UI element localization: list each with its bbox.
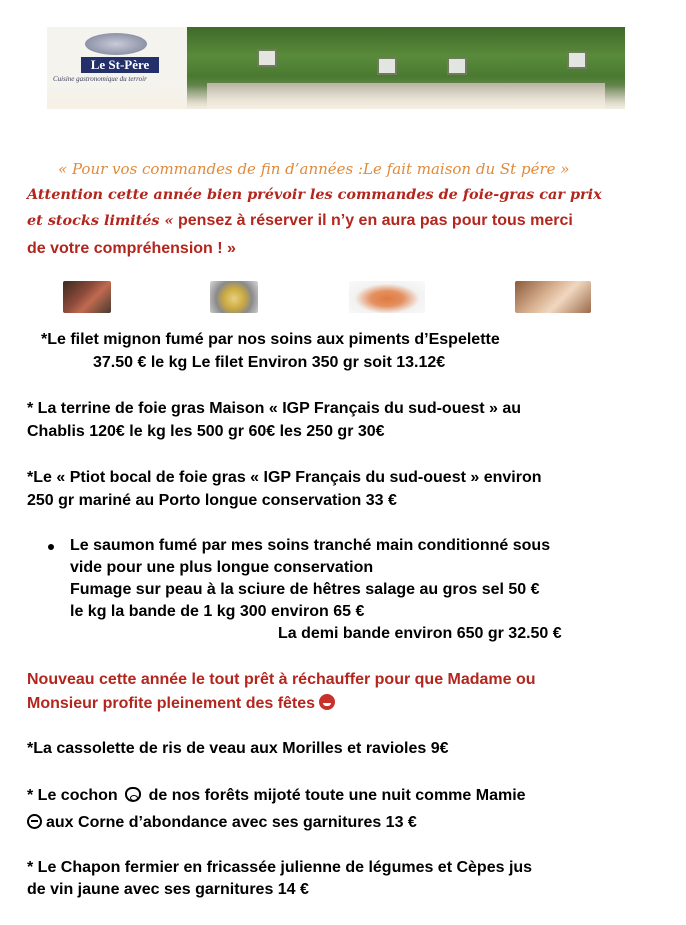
saumon-line: Le saumon fumé par mes soins tranché main conditionné sous [70,537,551,554]
bullet-icon [48,544,54,550]
new-section-text: Monsieur profite pleinement des fêtes [27,695,316,712]
saumon-line: vide pour une plus longue conservation [70,559,374,576]
boar-icon [125,787,141,802]
warning-plain: pensez à réserver il n’y en aura pas pour tous merci [173,212,573,229]
smiley-face-icon [319,694,335,710]
terrine-line: Chablis 120€ le kg les 500 gr 60€ les 250 gr 30€ [27,423,385,440]
smoked-salmon-photo [349,281,425,313]
filet-line: 37.50 € le kg Le filet Environ 350 gr soit 13.12€ [93,354,446,371]
cochon-text: * Le cochon [27,787,118,804]
warning-italic: et stocks limités « [27,212,174,229]
filet-line: *Le filet mignon fumé par nos soins aux piments d’Espelette [41,331,500,348]
warning-line: de votre compréhension ! » [27,240,236,257]
terrine-photo [515,281,591,313]
foie-gras-jar-photo [210,281,258,313]
chapon-line: de vin jaune avec ses garnitures 14 € [27,881,309,898]
page-title: « Pour vos commandes de fin d’années :Le fait maison du St pére » [58,160,570,178]
cochon-text: aux Corne d’abondance avec ses garnitures 13 € [46,814,417,831]
chapon-line: * Le Chapon fermier en fricassée julienne de légumes et Cèpes jus [27,859,533,876]
new-section-line [27,694,335,713]
logo-emblem [85,33,147,55]
new-section-line: Nouveau cette année le tout prêt à réchauffer pour que Madame ou [27,671,536,688]
saumon-line: Fumage sur peau à la sciure de hêtres salage au gros sel 50 € [70,581,540,598]
saumon-line: La demi bande environ 650 gr 32.50 € [278,625,562,642]
cochon-line [27,814,417,832]
header-banner [47,27,625,109]
warning-line [27,212,573,230]
granny-face-icon [27,814,42,829]
saumon-line: le kg la bande de 1 kg 300 environ 65 € [70,603,365,620]
cochon-text: de nos forêts mijoté toute une nuit comme Mamie [148,787,526,804]
filet-mignon-photo [63,281,111,313]
bocal-line: 250 gr mariné au Porto longue conservation 33 € [27,492,397,509]
cochon-line [27,787,526,805]
logo-tagline: Cuisine gastronomique du terroir [53,75,147,83]
warning-line: Attention cette année bien prévoir les commandes de foie-gras car prix [27,186,602,203]
logo-name: Le St-Père [81,57,159,73]
terrine-line: * La terrine de foie gras Maison « IGP Français du sud-ouest » au [27,400,522,417]
bocal-line: *Le « Ptiot bocal de foie gras « IGP Français du sud-ouest » environ [27,469,542,486]
cassolette-line: *La cassolette de ris de veau aux Morilles et ravioles 9€ [27,740,449,757]
